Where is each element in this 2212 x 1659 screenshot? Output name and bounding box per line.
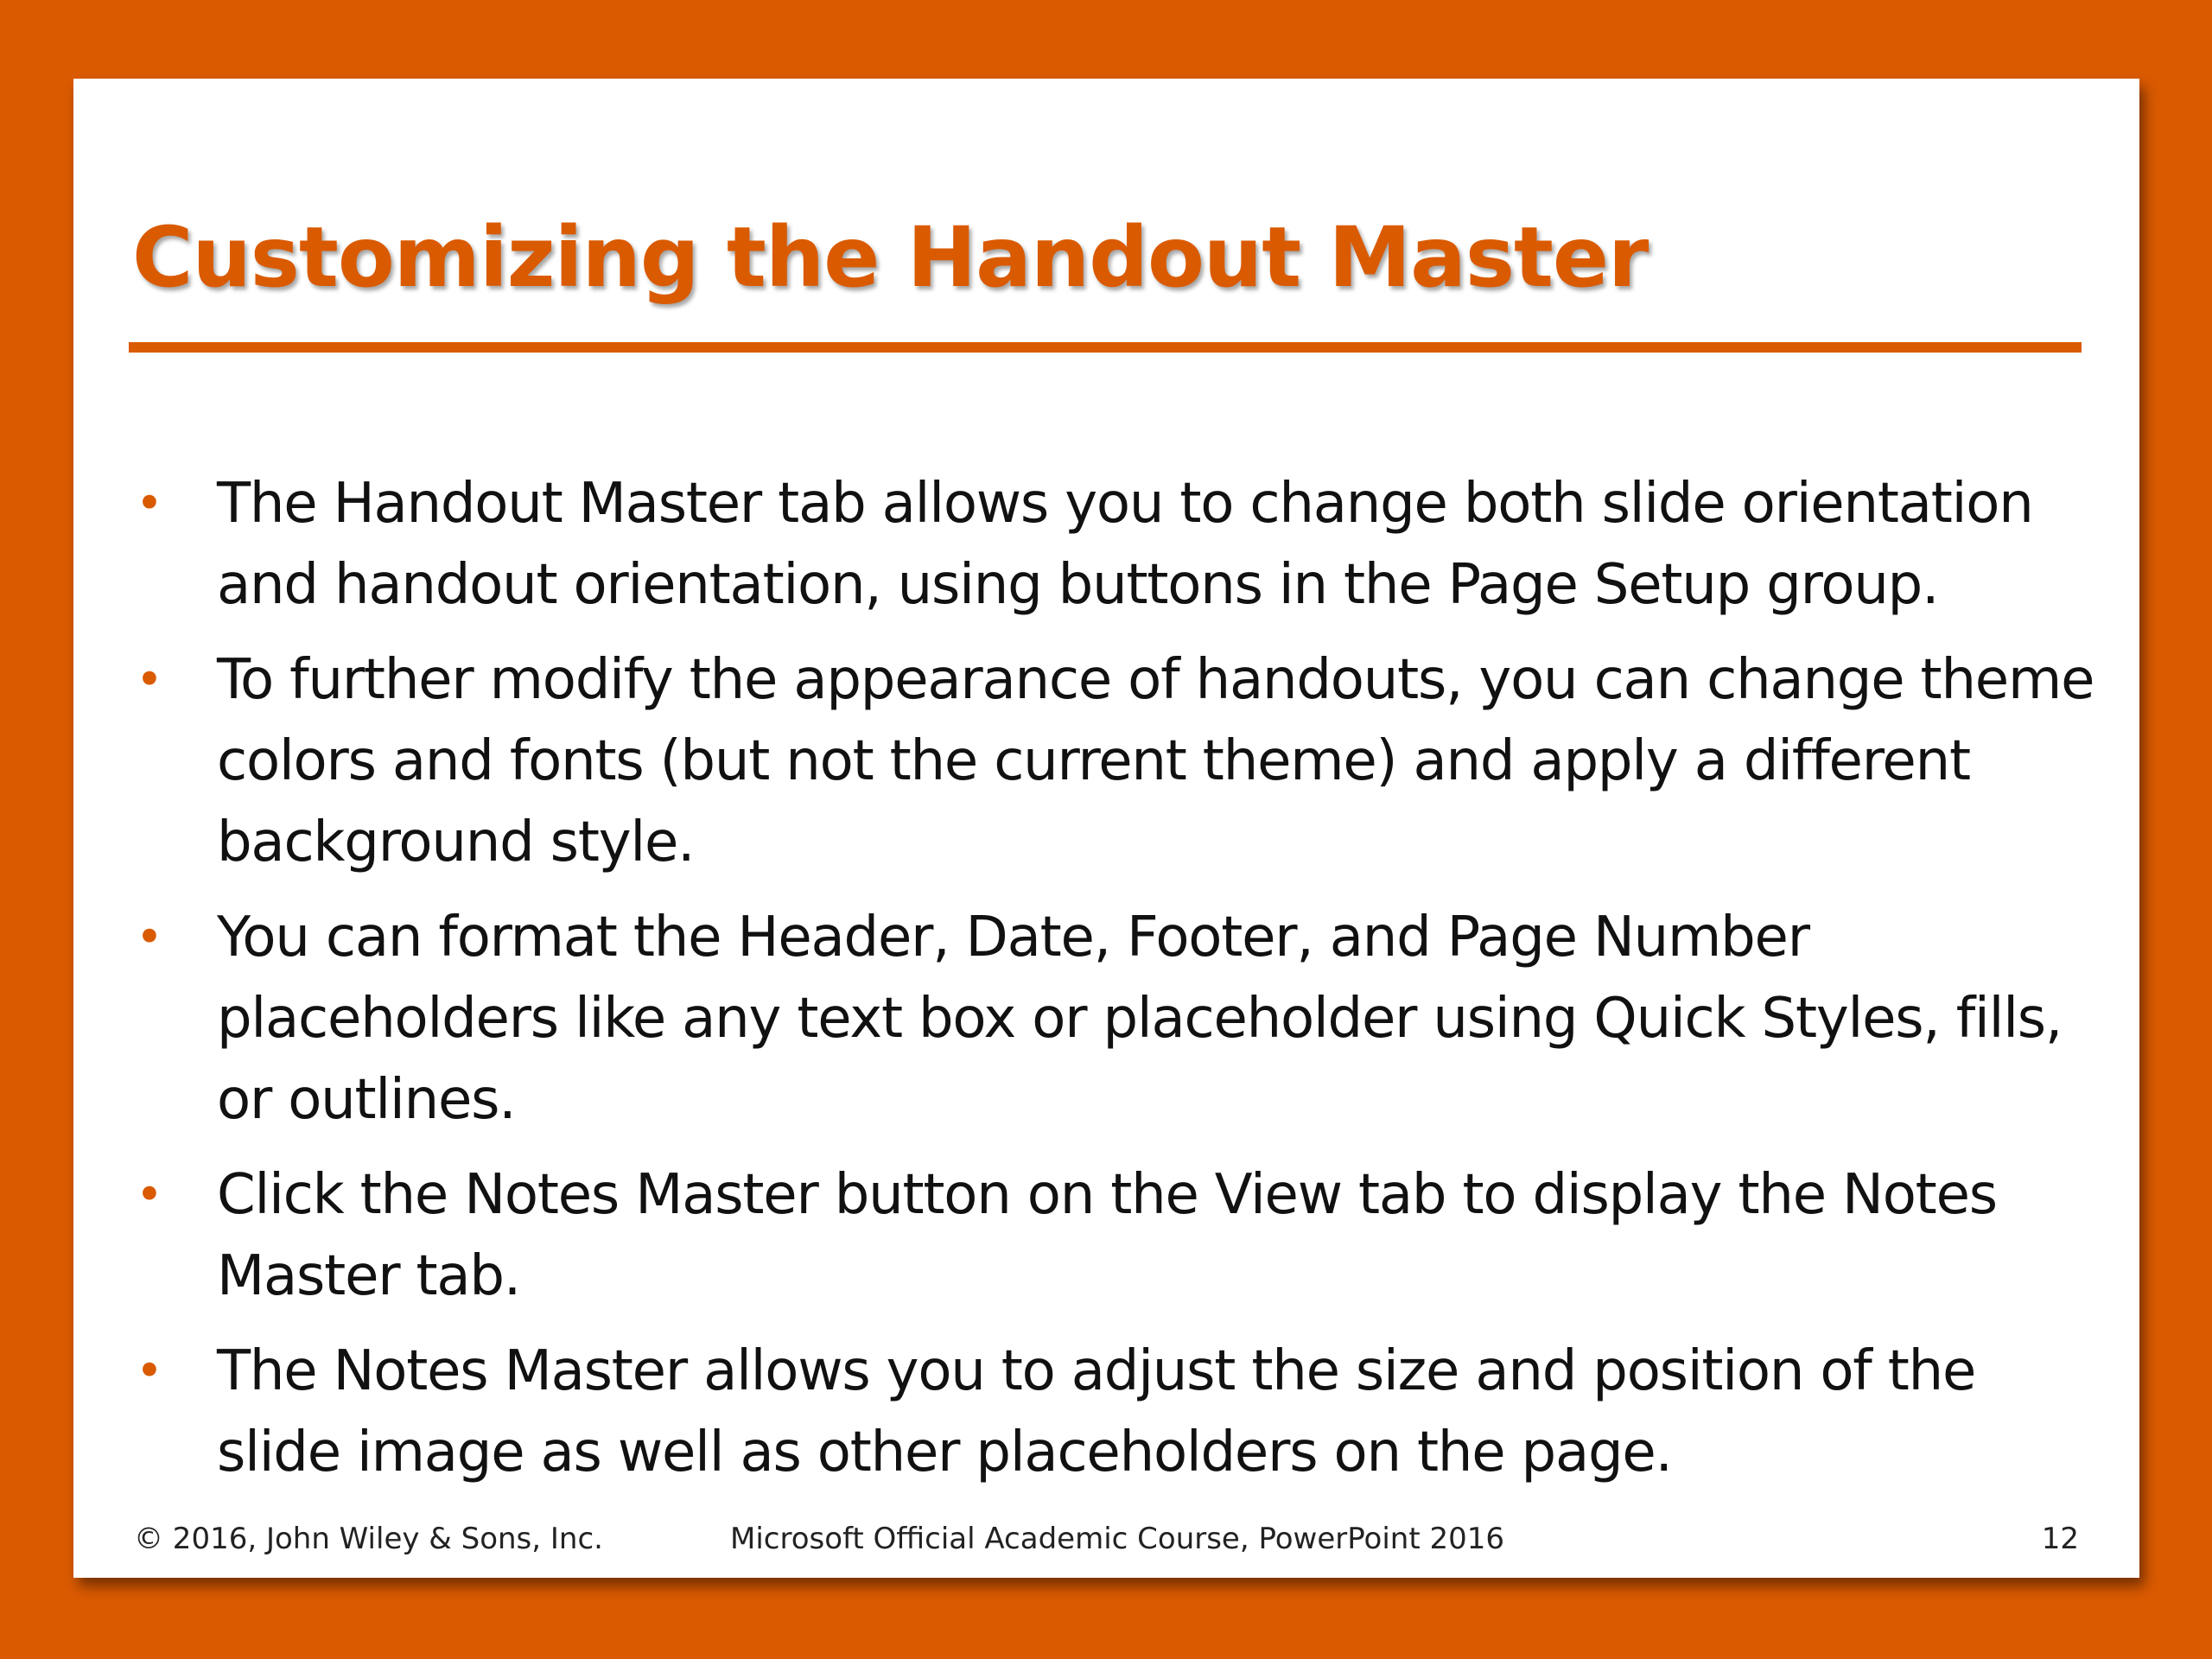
bullet-marker: •	[136, 1344, 163, 1398]
bullet-marker: •	[136, 476, 163, 531]
title-underline-rule	[129, 342, 2082, 353]
bullet-item	[73, 463, 2139, 626]
slide-title: Customizing the Handout Master	[132, 209, 1649, 306]
bullet-list	[73, 463, 2139, 1507]
bullet-text: You can format the Header, Date, Footer, and Page Number placeholders like any text box or placeholder using Quick Styles, fills, or outlines.	[217, 906, 2063, 1132]
bullet-marker: •	[136, 1167, 163, 1222]
bullet-item	[73, 639, 2139, 883]
footer-course-title: Microsoft Official Academic Course, PowerPoint 2016	[730, 1522, 1505, 1556]
bullet-item	[73, 1154, 2139, 1317]
bullet-item	[73, 897, 2139, 1141]
bullet-text: Click the Notes Master button on the View tab to display the Notes Master tab.	[217, 1163, 1997, 1308]
footer-page-number: 12	[2041, 1522, 2079, 1556]
bullet-text: To further modify the appearance of handouts, you can change theme colors and fonts (but not the current theme) and apply a different background style.	[217, 648, 2094, 874]
bullet-item	[73, 1331, 2139, 1493]
bullet-text: The Handout Master tab allows you to change both slide orientation and handout orientation, using buttons in the Page Setup group.	[217, 472, 2033, 617]
bullet-marker: •	[136, 652, 163, 707]
bullet-marker: •	[136, 910, 163, 964]
slide	[73, 79, 2139, 1578]
footer-copyright: © 2016, John Wiley & Sons, Inc.	[134, 1522, 603, 1556]
bullet-text: The Notes Master allows you to adjust the size and position of the slide image as well as other placeholders on the page.	[217, 1339, 1976, 1484]
